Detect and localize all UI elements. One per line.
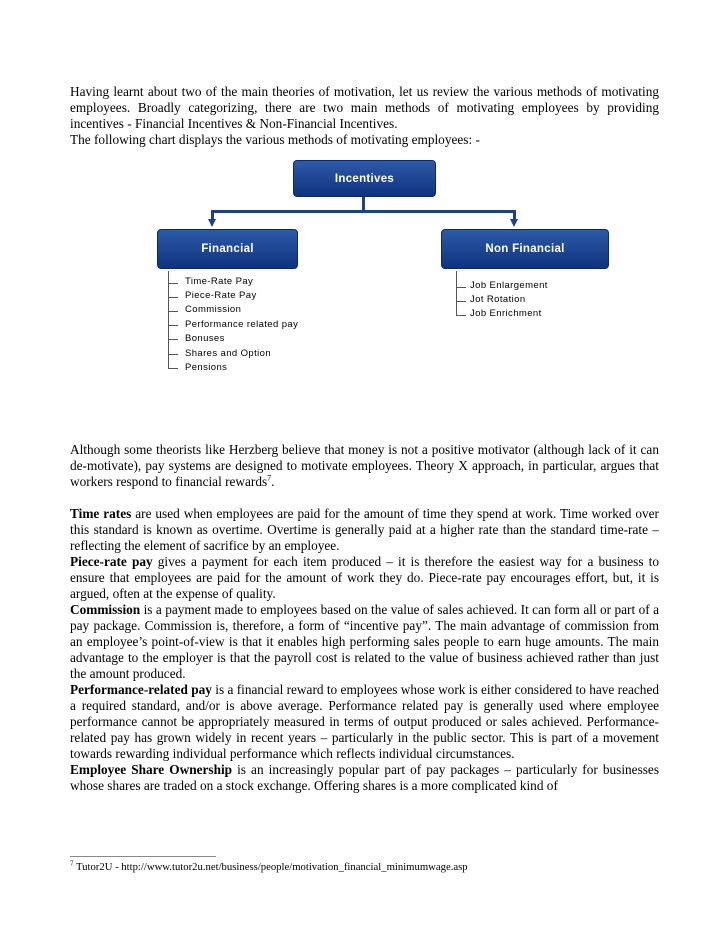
non-financial-tree-line bbox=[456, 271, 457, 316]
performance-paragraph: Performance-related pay is a financial reward to employees whose work is either considered to have reached a required standard, and/or is above average. Performance related pay is generally used where employee performance cannot be appropriately measured in terms of output produced or sales achieved. Performance-related pay has grown widely in recent years – particularly in the public sector. This is part of a movement towards rewarding individual performance which reflects individual circumstances. bbox=[70, 682, 659, 761]
financial-item: Commission bbox=[185, 304, 242, 315]
financial-item: Shares and Option bbox=[185, 348, 272, 359]
commission-paragraph: Commission is a payment made to employees based on the value of sales achieved. It can form all or part of a pay package. Commission is, therefore, a form of “incentive pay”. The main advantage of commission from an employee’s point-of-view is that it enables high performing sales people to earn huge amounts. The main advantage to the employer is that the payroll cost is related to the value of business achieved rather than just the amount produced. bbox=[70, 602, 659, 681]
non-financial-item: Job Enrichment bbox=[470, 308, 542, 319]
financial-box: Financial bbox=[157, 229, 298, 269]
footnote-link[interactable]: Tutor2U - http://www.tutor2u.net/business/people/motivation_financial_minimumwage.asp bbox=[73, 861, 468, 873]
arrow-down-icon bbox=[510, 219, 518, 227]
footnote-divider bbox=[70, 856, 216, 857]
financial-item: Piece-Rate Pay bbox=[185, 290, 257, 301]
financial-item: Pensions bbox=[185, 362, 228, 373]
piece-rate-paragraph: Piece-rate pay gives a payment for each item produced – it is therefore the easiest way for a business to ensure that employees are paid for the amount of work they do. Piece-rate pay encourages effort, but, it is argued, often at the expense of quality. bbox=[70, 554, 659, 601]
footnote-ref[interactable]: 7 bbox=[267, 473, 272, 483]
incentives-chart bbox=[0, 0, 728, 390]
footnote: $^7$ Tutor2U - http://www.tutor2u.net/business/people/motivation_financial_minimumwage.asp bbox=[70, 859, 468, 873]
non-financial-item: Job Enlargement bbox=[470, 280, 548, 291]
financial-item: Bonuses bbox=[185, 333, 225, 344]
time-rates-paragraph: Time rates are used when employees are paid for the amount of time they spend at work. Time worked over this standard is known as overtime. Overtime is generally paid at a higher rate than the standard time-rate – reflecting the element of sacrifice by an employee. bbox=[70, 506, 659, 553]
non-financial-item: Jot Rotation bbox=[470, 294, 526, 305]
branch-connector bbox=[211, 210, 516, 213]
arrow-down-icon bbox=[208, 219, 216, 227]
incentives-box: Incentives bbox=[293, 160, 436, 197]
financial-item: Performance related pay bbox=[185, 319, 299, 330]
root-connector bbox=[362, 197, 365, 211]
intro-paragraph: Having learnt about two of the main theories of motivation, let us review the various methods of motivating employees. Broadly categorizing, there are two main methods of motivating employees by providing incentives - Financial Incentives & Non-Financial Incentives. The following chart displays the various methods of motivating employees: - bbox=[70, 84, 659, 147]
financial-item: Time-Rate Pay bbox=[185, 276, 254, 287]
body-section bbox=[70, 442, 659, 794]
non-financial-box: Non Financial bbox=[441, 229, 609, 269]
share-ownership-paragraph: Employee Share Ownership is an increasingly popular part of pay packages – particularly for businesses whose shares are traded on a stock exchange. Offering shares is a more complicated kind of bbox=[70, 762, 660, 793]
herzberg-paragraph: Although some theorists like Herzberg believe that money is not a positive motivator (although lack of it can de-motivate), pay systems are designed to motivate employees. Theory X approach, in particular, argues that workers respond to financial rewards$^7$. bbox=[70, 442, 659, 489]
